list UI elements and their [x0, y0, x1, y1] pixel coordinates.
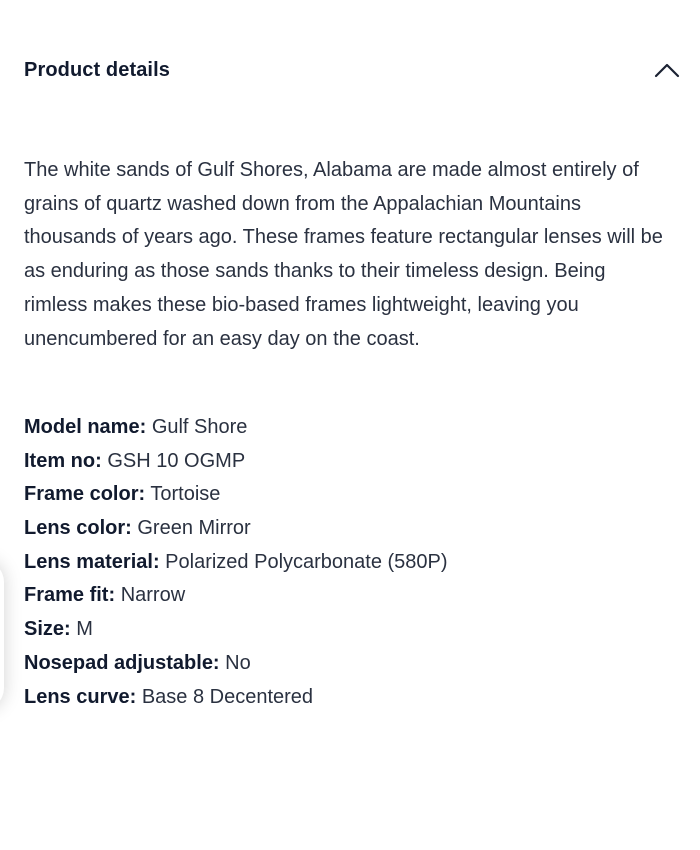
spec-label: Lens material: — [24, 550, 160, 573]
spec-row-frame-color — [24, 478, 674, 512]
product-specs-list — [24, 411, 674, 714]
spec-label: Lens curve: — [24, 685, 137, 708]
spec-value: Narrow — [120, 584, 186, 607]
spec-row-size — [24, 613, 674, 647]
chevron-up-icon[interactable] — [654, 61, 680, 79]
spec-row-nosepad-adjustable — [24, 647, 674, 681]
spec-value: Polarized Polycarbonate (580P) — [165, 550, 448, 573]
spec-value: Green Mirror — [137, 517, 251, 540]
spec-value: Gulf Shore — [151, 416, 248, 438]
spec-label: Item no: — [24, 449, 102, 472]
spec-value: Tortoise — [150, 483, 221, 506]
floating-panel-edge — [0, 560, 4, 710]
spec-label: Frame color: — [24, 483, 146, 506]
product-details-accordion-header[interactable] — [24, 52, 680, 88]
spec-row-model-name — [24, 411, 674, 445]
spec-value: M — [76, 618, 93, 641]
spec-label: Model name: — [24, 416, 147, 438]
spec-row-lens-curve — [24, 681, 674, 715]
spec-row-lens-material — [24, 546, 674, 580]
spec-value: GSH 10 OGMP — [107, 449, 246, 472]
spec-label: Nosepad adjustable: — [24, 651, 220, 674]
spec-label: Lens color: — [24, 517, 132, 540]
spec-label: Frame fit: — [24, 584, 116, 607]
spec-label: Size: — [24, 618, 71, 641]
spec-row-item-no — [24, 445, 674, 479]
spec-row-frame-fit — [24, 579, 674, 613]
spec-value: No — [225, 651, 251, 674]
product-description: The white sands of Gulf Shores, Alabama are made almost entirely of grains of quartz washed down from the Appalachian Mountains thousands of years ago. These frames feature rectangular lenses will be as enduring as those sands thanks to their timeless design. Being rimless makes these bio-based frames lightweight, leaving you unencumbered for an easy day on the coast. — [24, 159, 663, 350]
spec-row-lens-color — [24, 512, 674, 546]
accordion-title: Product details — [24, 58, 170, 81]
spec-value: Base 8 Decentered — [141, 685, 314, 708]
